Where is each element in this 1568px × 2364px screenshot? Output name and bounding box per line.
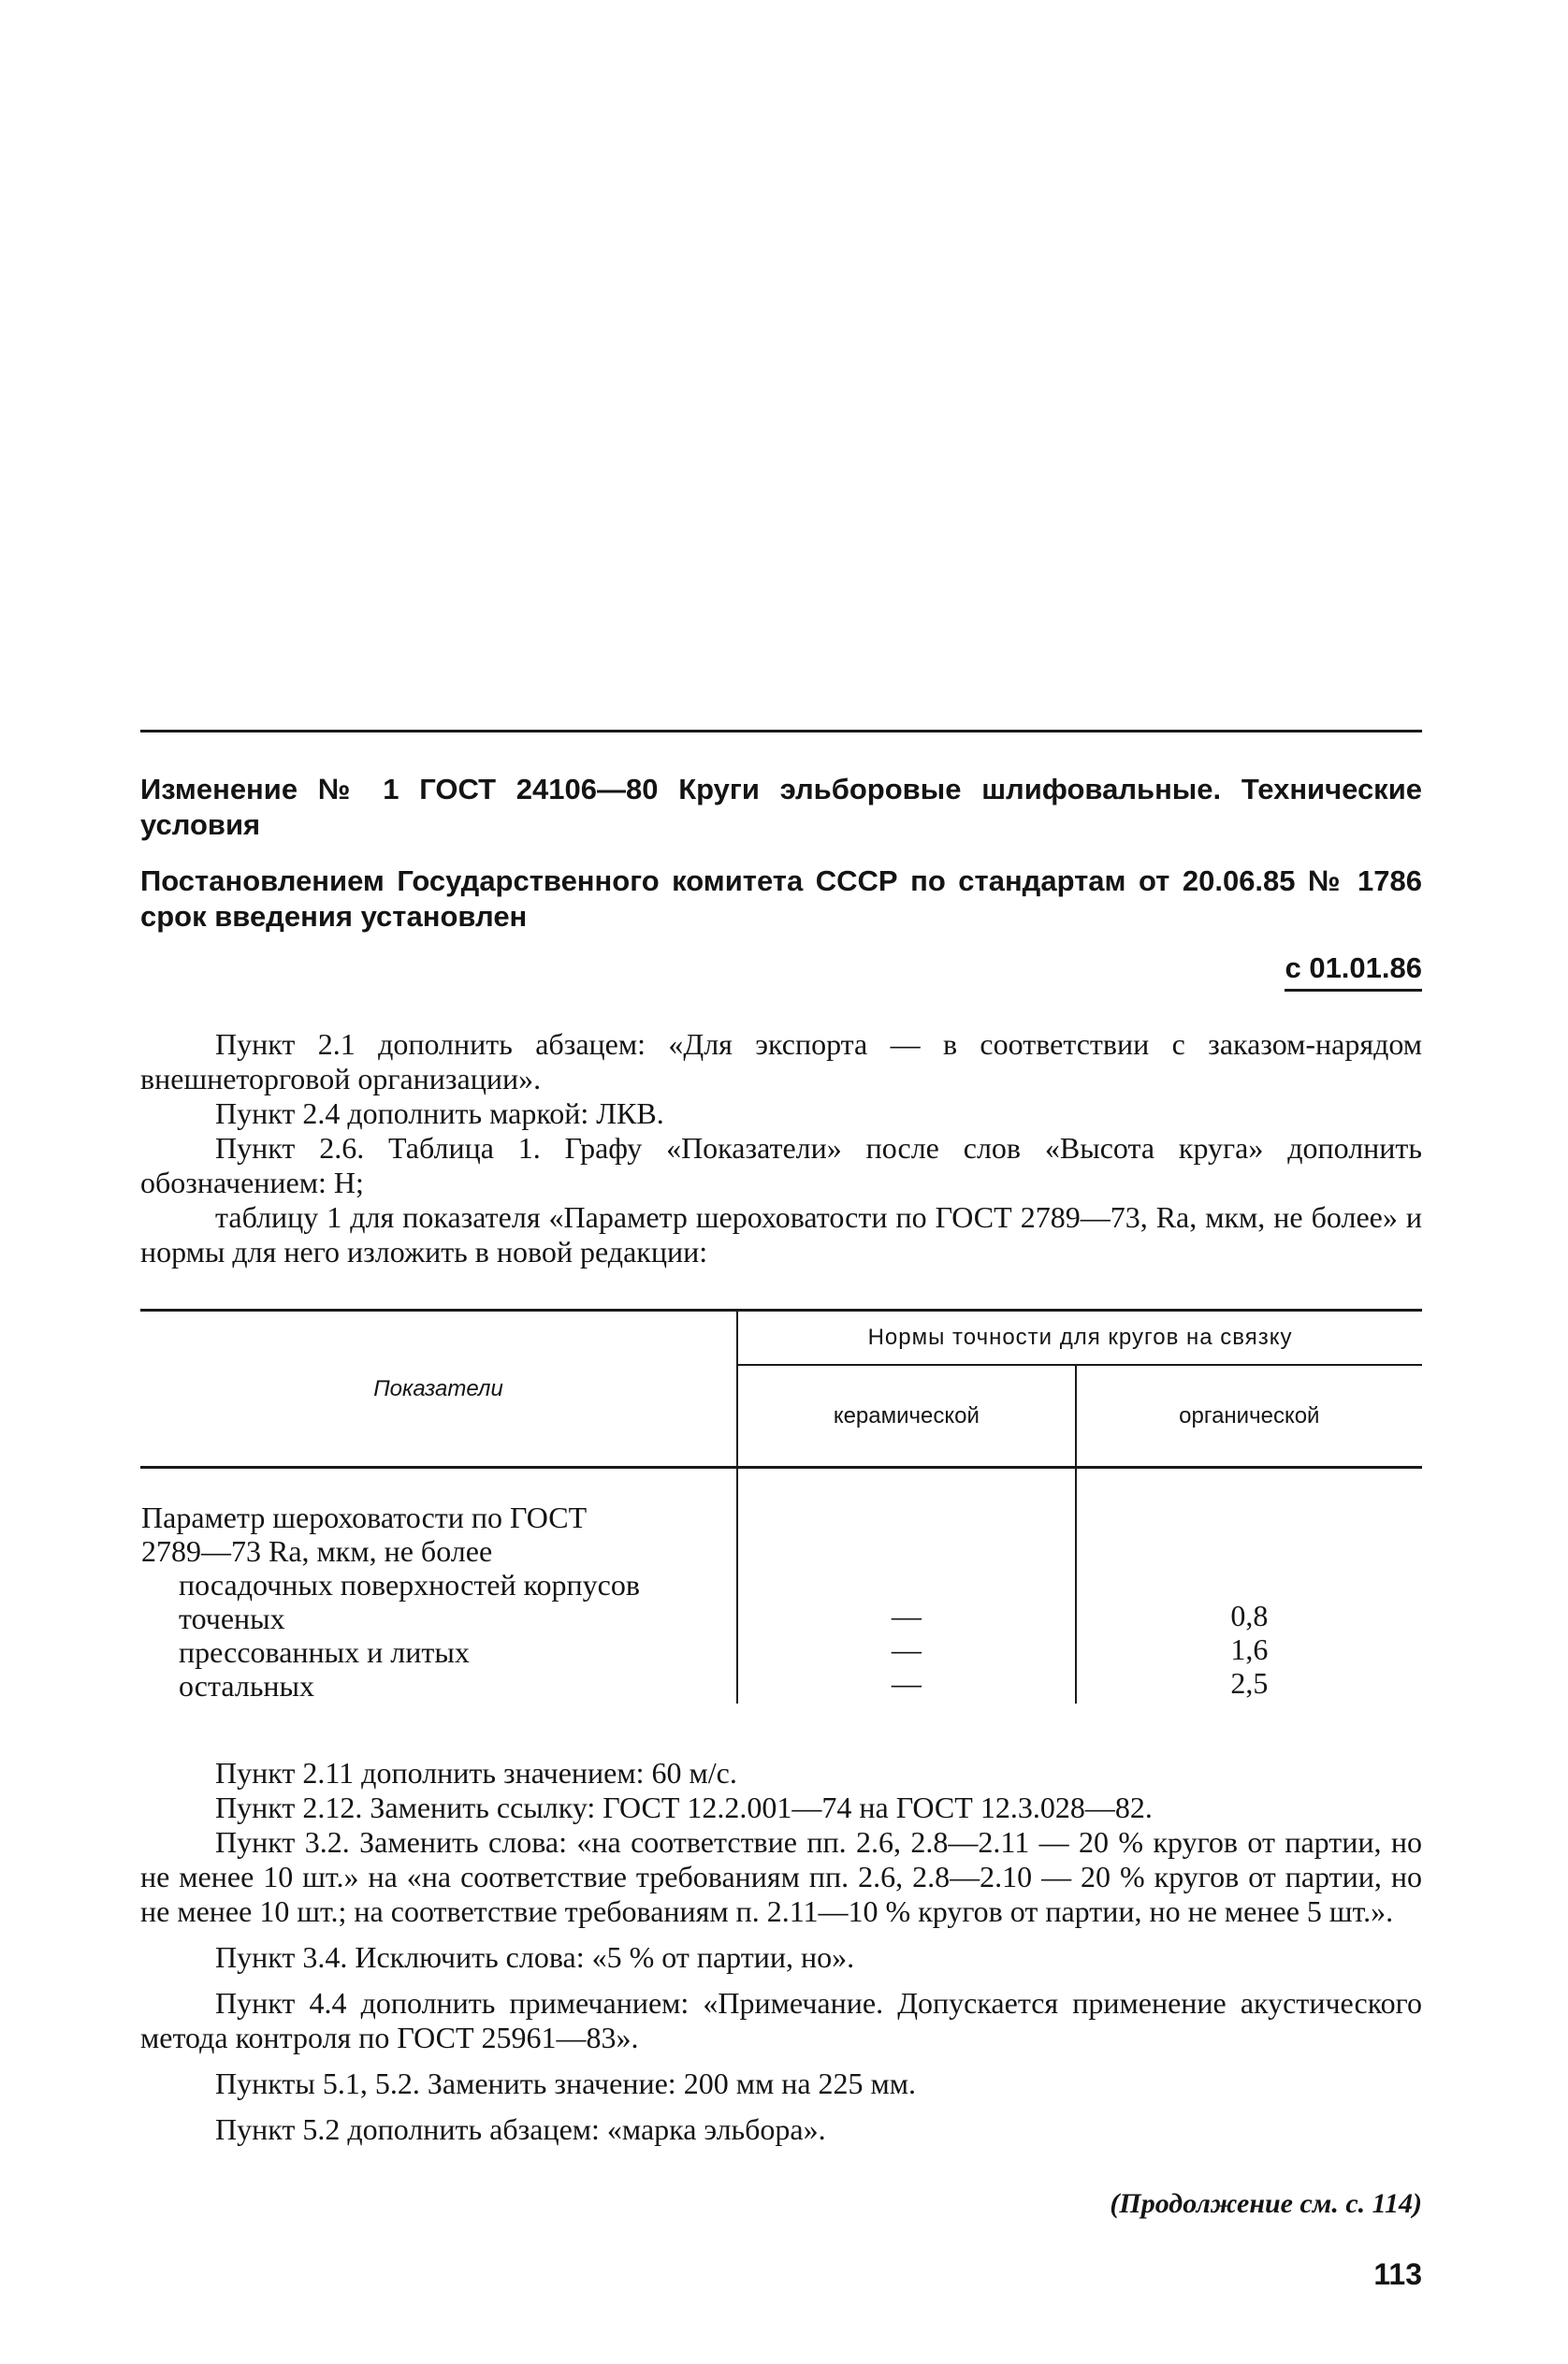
paragraph: таблицу 1 для показателя «Параметр шероховатости по ГОСТ 2789—73, Ra, мкм, не более» и нормы для него изложить в новой редакции: <box>140 1200 1422 1269</box>
paragraph: Пункт 2.6. Таблица 1. Графу «Показатели» после слов «Высота круга» дополнить обозначением: Н; <box>140 1131 1422 1199</box>
table-cell: 0,8 <box>1230 1599 1269 1632</box>
paragraph: Пункты 5.1, 5.2. Заменить значение: 200 мм на 225 мм. <box>215 2067 917 2100</box>
header-norms-group: Нормы точности для кругов на связку <box>737 1311 1422 1366</box>
table-cell: 1,6 <box>1230 1632 1269 1666</box>
table-row-label-cell <box>140 1468 737 1704</box>
table-cell: — <box>891 1632 922 1666</box>
body-after-table <box>140 1756 1422 2147</box>
table-row-label: остальных <box>179 1669 315 1703</box>
amendment-header <box>140 772 1422 935</box>
header-ceramic: керамической <box>737 1365 1076 1468</box>
organic-values <box>1076 1468 1422 1704</box>
ceramic-values <box>737 1468 1076 1704</box>
paragraph: Пункт 4.4 дополнить примечанием: «Примечание. Допускается применение акустического метода контроля по ГОСТ 25961—83». <box>140 1986 1422 2054</box>
paragraph: Пункт 3.2. Заменить слова: «на соответствие пп. 2.6, 2.8—2.11 — 20 % кругов от партии, но не менее 10 шт.» на «на соответствие требованиям пп. 2.6, 2.8—2.10 — 20 % кругов от партии, но не менее 10 шт.; на соответствие требованиям п. 2.11—10 % кругов от партии, но не менее 5 шт.». <box>140 1825 1422 1928</box>
page-number: 113 <box>1373 2257 1422 2291</box>
paragraph: Пункт 2.1 дополнить абзацем: «Для экспорта — в соответствии с заказом-нарядом внешнеторговой организации». <box>140 1027 1422 1095</box>
decree-text: Постановлением Государственного комитета СССР по стандартам от 20.06.85 № 1786 срок введения установлен <box>140 864 1422 933</box>
amendment-title: Изменение № 1 ГОСТ 24106—80 Круги эльборовые шлифовальные. Технические условия <box>140 773 1422 841</box>
continuation-note: (Продолжение см. с. 114) <box>1110 2188 1422 2219</box>
body-before-table <box>140 1027 1422 1269</box>
effective-date: с 01.01.86 <box>140 951 1422 992</box>
table-cell: 2,5 <box>1230 1666 1269 1700</box>
table-cell: — <box>891 1666 922 1700</box>
paragraph: Пункт 2.11 дополнить значением: 60 м/с. <box>215 1756 737 1790</box>
param-line: Параметр шероховатости по ГОСТ <box>141 1501 588 1534</box>
table-cell: — <box>891 1599 922 1632</box>
paragraph: Пункт 2.12. Заменить ссылку: ГОСТ 12.2.001—74 на ГОСТ 12.3.028—82. <box>215 1791 1153 1824</box>
document-page <box>140 730 1422 2292</box>
paragraph: Пункт 3.4. Исключить слова: «5 % от партии, но». <box>215 1940 855 1974</box>
paragraph: Пункт 2.4 дополнить маркой: ЛКВ. <box>215 1096 664 1130</box>
table-row-label: прессованных и литых <box>179 1635 470 1669</box>
param-line: посадочных поверхностей корпусов <box>179 1568 640 1602</box>
paragraph: Пункт 5.2 дополнить абзацем: «марка эльбора». <box>215 2112 826 2146</box>
top-rule <box>140 730 1422 732</box>
header-organic: органической <box>1179 1402 1320 1429</box>
table-row-label: точеных <box>179 1602 285 1635</box>
header-indicators: Показатели <box>140 1311 737 1468</box>
roughness-table <box>140 1309 1422 1704</box>
param-line: 2789—73 Ra, мкм, не более <box>141 1534 493 1568</box>
